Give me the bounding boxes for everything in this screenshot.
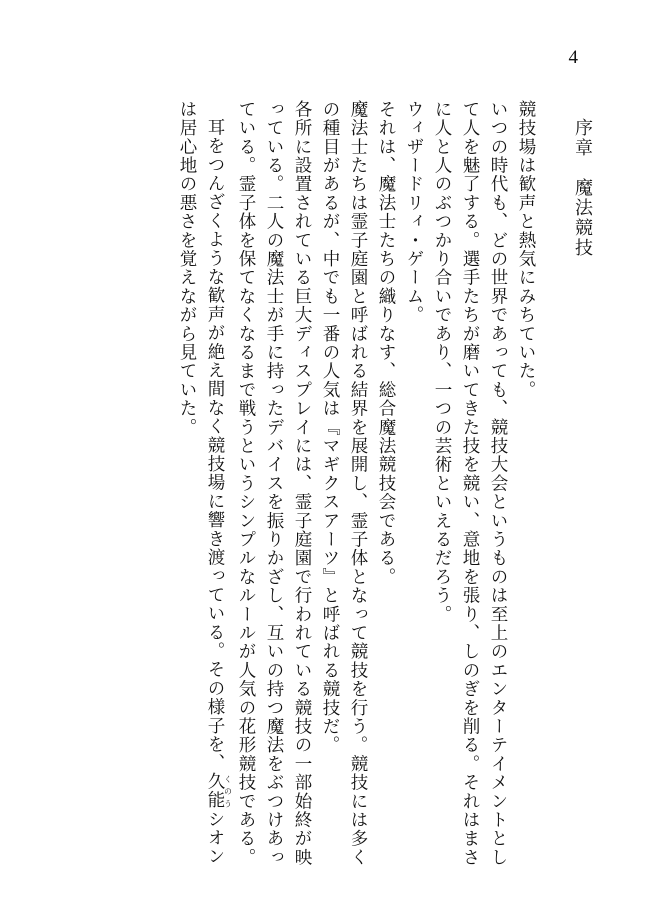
- ruby-reading: くのう: [223, 772, 233, 810]
- paragraph-4: それは、魔法士たちの織りなす、総合魔法競技会である。: [376, 100, 396, 587]
- name-ruby: [205, 772, 233, 810]
- paragraph-2: いつの時代も、どの世界であっても、競技大会というものは至上のエンターテイメントとして人を魅了する。選手たちが磨いてきた技を競い、意地を張り、しのぎを削る。それはまさに人と人のぶつかり合いであり、一つの芸術といえるだろう。: [432, 100, 508, 867]
- paragraph-3: ウィザードリィ・ゲーム。: [404, 100, 424, 325]
- chapter-title: 序章 魔法競技: [572, 118, 593, 258]
- paragraph-7-post: シオンは居心地の悪さを覚えながら見ていた。: [177, 100, 225, 866]
- paragraph-7-pre: 耳をつんざくような歓声が絶え間なく競技場に響き渡っている。その様子を、: [205, 117, 225, 772]
- paragraph-6: 各所に設置されている巨大ディスプレイには、霊子庭園で行われている競技の一部始終が映っている。二人の魔法士が手に持ったデバイスを振りかざし、互いの持つ魔法をぶつけあっている。霊子体を保てなくなるまで戦うというシンプルなルールが人気の花形競技である。: [236, 100, 312, 867]
- page-number: 4: [568, 47, 578, 68]
- paragraph-1: 競技場は歓声と熱気にみちていた。: [516, 100, 536, 400]
- paragraph-7: [173, 100, 232, 880]
- ruby-base: 久能: [205, 772, 225, 810]
- paragraph-5: 魔法士たちは霊子庭園と呼ばれる結界を展開し、霊子体となって競技を行う。競技には多くの種目があるが、中でも一番の人気は『マギクスアーツ』と呼ばれる競技だ。: [320, 100, 368, 867]
- novel-text-block: [36, 100, 596, 880]
